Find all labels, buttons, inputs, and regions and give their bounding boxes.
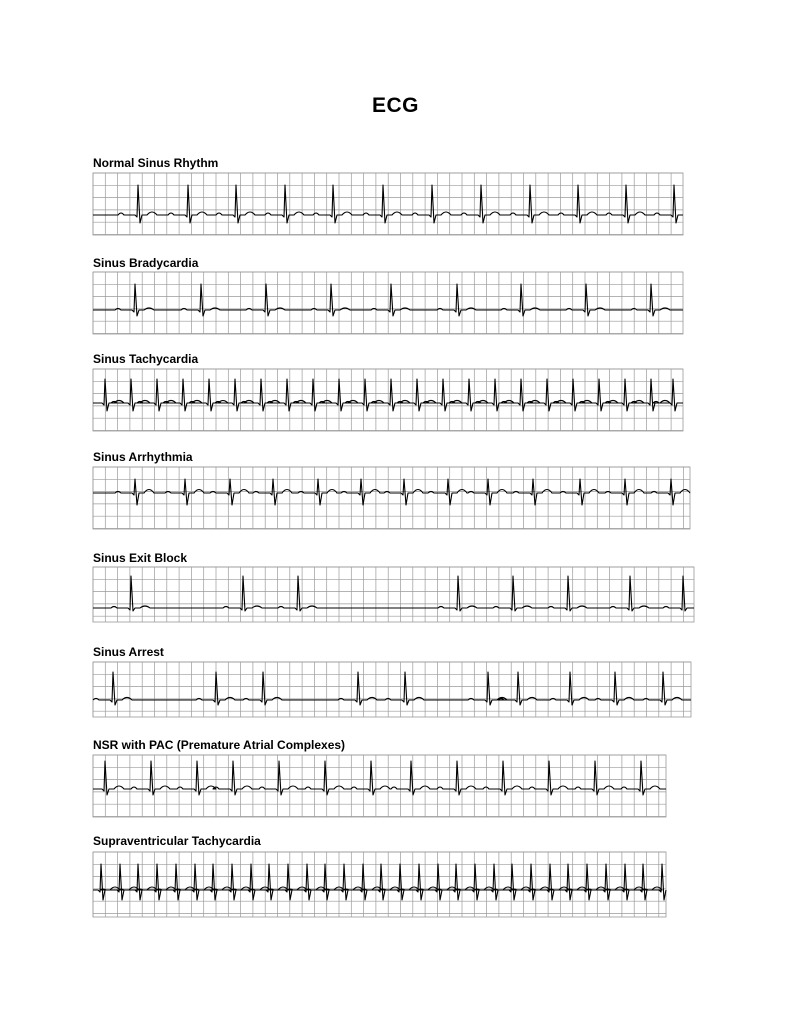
ecg-grid (93, 467, 690, 529)
ecg-grid (93, 852, 666, 917)
ecg-grid (93, 567, 694, 622)
ecg-strip-sinus-tachycardia (93, 369, 683, 431)
strip-label-supraventricular-tachycardia: Supraventricular Tachycardia (93, 834, 261, 848)
strip-label-sinus-bradycardia: Sinus Bradycardia (93, 256, 199, 270)
strip-label-sinus-arrest: Sinus Arrest (93, 645, 164, 659)
strip-label-sinus-exit-block: Sinus Exit Block (93, 551, 188, 565)
ecg-trace (93, 479, 690, 505)
page-title: ECG (371, 94, 419, 117)
strip-label-sinus-tachycardia: Sinus Tachycardia (93, 352, 199, 366)
ecg-grid (93, 272, 683, 334)
ecg-grid (93, 173, 683, 235)
ecg-strip-sinus-arrest (93, 662, 691, 717)
ecg-strip-sinus-bradycardia (93, 272, 683, 334)
strip-label-nsr-with-pac: NSR with PAC (Premature Atrial Complexes) (93, 738, 346, 752)
ecg-strip-sinus-arrhythmia (93, 467, 690, 529)
ecg-strip-supraventricular-tachycardia (93, 852, 666, 917)
ecg-grid (93, 369, 683, 431)
ecg-strip-nsr-with-pac (93, 755, 666, 817)
ecg-strip-normal-sinus-rhythm (93, 173, 683, 235)
ecg-grid (93, 755, 666, 817)
ecg-trace (93, 672, 691, 705)
ecg-trace (93, 576, 694, 611)
ecg-strip-sinus-exit-block (93, 567, 694, 622)
ecg-grid (93, 662, 691, 717)
strip-label-sinus-arrhythmia: Sinus Arrhythmia (93, 450, 193, 464)
strip-label-normal-sinus-rhythm: Normal Sinus Rhythm (93, 156, 219, 170)
